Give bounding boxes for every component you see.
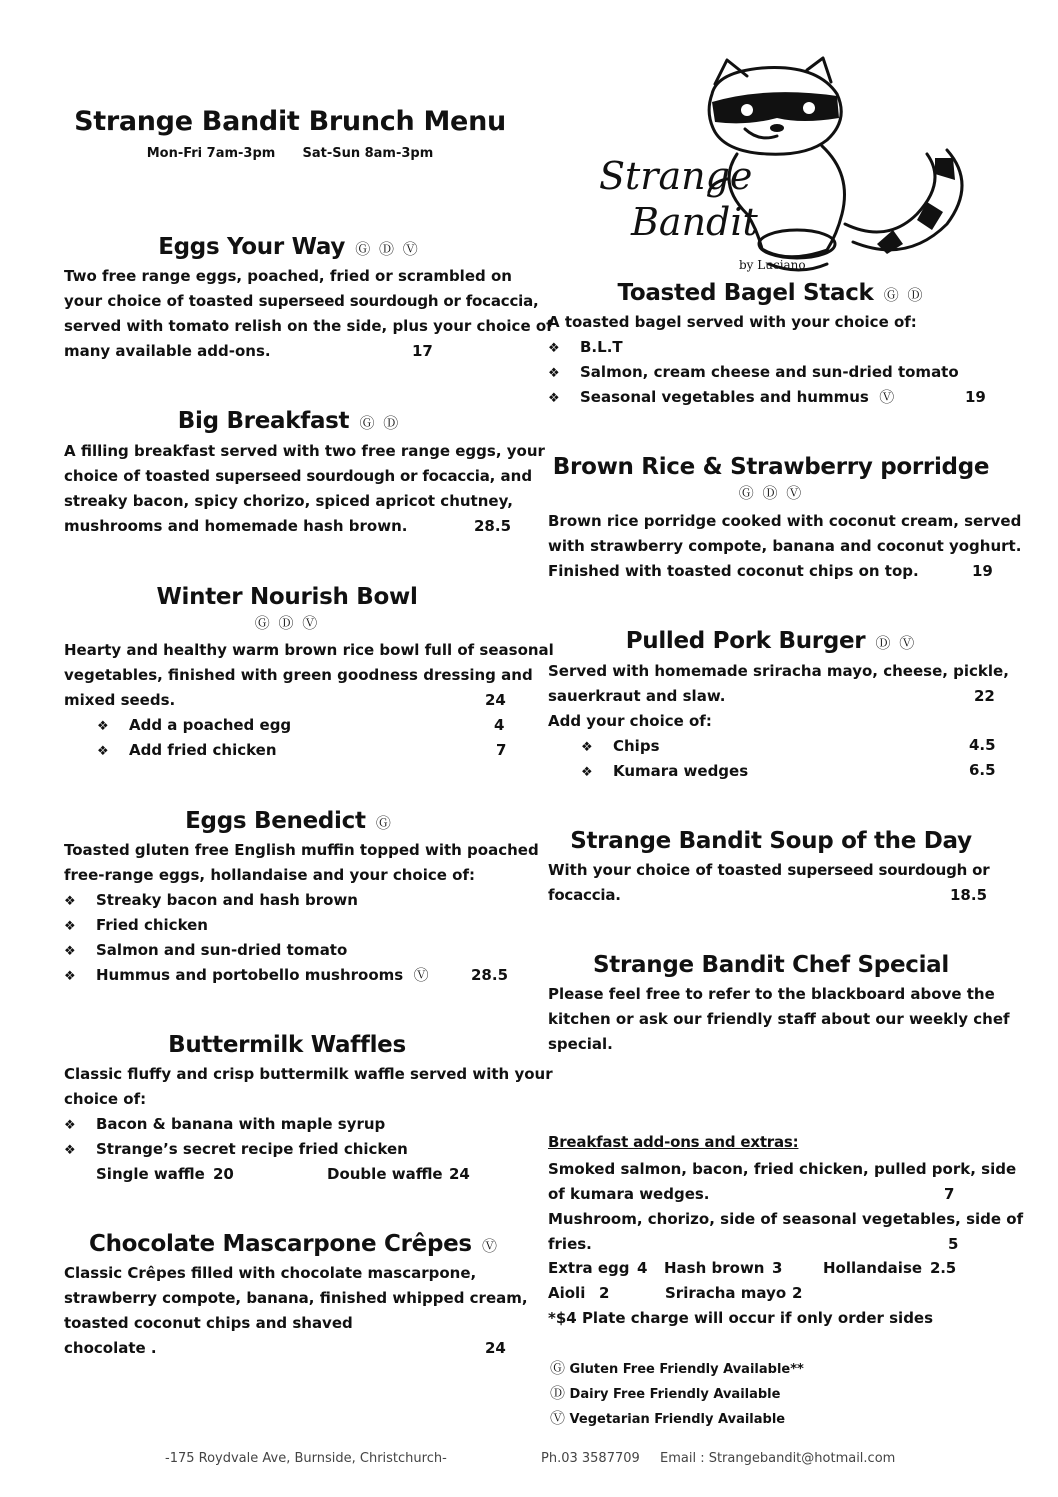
hash-brown-label: Hash brown — [664, 1259, 765, 1277]
bullet-icon: ❖ — [581, 765, 593, 780]
bullet-icon: ❖ — [64, 894, 76, 909]
extra-egg-label: Extra egg — [548, 1259, 630, 1277]
addons-heading: Breakfast add-ons and extras: — [548, 1133, 799, 1151]
addons-description: Smoked salmon, bacon, fried chicken, pulled pork, side of kumara wedges. Mushroom, chorizo, side of seasonal vegetables, side of fries. — [548, 1160, 1024, 1253]
bullet-icon: ❖ — [64, 969, 76, 984]
diet-tags: Ⓖ Ⓓ Ⓥ — [254, 614, 320, 632]
price: 24 — [485, 1339, 506, 1357]
logo-byline: by Luciano — [739, 258, 806, 272]
price: 22 — [974, 687, 995, 705]
footer-email: Email : Strangebandit@hotmail.com — [660, 1451, 896, 1466]
list-item: ❖ Bacon & banana with maple syrup — [64, 1112, 524, 1137]
bullet-icon: ❖ — [64, 944, 76, 959]
price: 24 — [485, 691, 506, 709]
diet-legend — [550, 1356, 804, 1431]
addon-price: 5 — [948, 1235, 959, 1253]
bullet-icon: ❖ — [97, 744, 109, 759]
opening-hours: Mon-Fri 7am-3pm Sat-Sun 8am-3pm — [146, 146, 434, 161]
single-waffle-label: Single waffle — [96, 1165, 205, 1183]
list-item: ❖ Hummus and portobello mushrooms Ⓥ — [64, 963, 524, 988]
plate-charge-note: *$4 Plate charge will occur if only order sides — [548, 1309, 934, 1327]
diet-tags: Ⓖ Ⓓ Ⓥ — [738, 484, 804, 502]
price: 28.5 — [474, 517, 512, 535]
addon-price: 7 — [496, 741, 507, 759]
page-title: Strange Bandit Brunch Menu — [74, 106, 506, 137]
section-title-big-breakfast: Big Breakfast Ⓖ Ⓓ — [177, 408, 401, 434]
sriracha-price: 2 — [792, 1284, 803, 1302]
list-item: ❖ Kumara wedges — [548, 759, 1008, 784]
bullet-icon: ❖ — [97, 719, 109, 734]
legend-item-gluten-free: Ⓖ Gluten Free Friendly Available** — [550, 1359, 804, 1377]
eggs-benedict-description: Toasted gluten free English muffin topped with poached free-range eggs, hollandaise and your choice of: ❖ Streaky bacon and hash brown ❖ Fried chicken ❖ Salmon and sun-dried tomato ❖ Hummus and portobello mushrooms Ⓥ — [64, 838, 524, 988]
section-title-porridge: Brown Rice & Strawberry porridge — [552, 454, 990, 480]
diet-tags: Ⓥ — [481, 1237, 499, 1255]
list-item: ❖ Streaky bacon and hash brown — [64, 888, 524, 913]
vegetarian-icon: Ⓥ — [550, 1409, 566, 1427]
dairy-free-icon: Ⓓ — [550, 1384, 566, 1402]
diet-tags: Ⓖ Ⓓ — [883, 286, 925, 304]
eggs-your-way-description: Two free range eggs, poached, fried or scrambled on your choice of toasted superseed sourdough or focaccia, served with tomato relish on the side, plus your choice of many available add-ons. — [64, 267, 553, 360]
addon-price: 6.5 — [969, 761, 996, 779]
soup-description: With your choice of toasted superseed sourdough or focaccia. — [548, 861, 990, 904]
aioli-price: 2 — [599, 1284, 610, 1302]
big-breakfast-description: A filling breakfast served with two free range eggs, your choice of toasted superseed sourdough or focaccia, and streaky bacon, spicy chorizo, spiced apricot chutney, mushrooms and homemade hash brown. — [64, 442, 545, 535]
diet-tags: Ⓓ Ⓥ — [875, 634, 917, 652]
chef-special-description: Please feel free to refer to the blackboard above the kitchen or ask our friendly staff about our weekly chef special. — [548, 985, 1010, 1053]
diet-tags: Ⓖ Ⓓ — [359, 414, 401, 432]
section-title-eggs-benedict: Eggs Benedict Ⓖ — [185, 808, 393, 834]
price: 19 — [972, 562, 993, 580]
extra-egg-price: 4 — [637, 1259, 648, 1277]
burger-description: Served with homemade sriracha mayo, cheese, pickle, sauerkraut and slaw. Add your choice of: ❖ Chips ❖ Kumara wedges — [548, 659, 1008, 784]
price: 17 — [412, 342, 433, 360]
section-title-buttermilk-waffles: Buttermilk Waffles — [168, 1032, 406, 1058]
list-item: ❖ Seasonal vegetables and hummus Ⓥ — [548, 385, 1008, 410]
hash-brown-price: 3 — [772, 1259, 783, 1277]
legend-item-vegetarian: Ⓥ Vegetarian Friendly Available — [550, 1409, 786, 1427]
diet-tags: Ⓖ — [375, 814, 393, 832]
vegetarian-tag: Ⓥ — [413, 966, 431, 984]
section-title-soup: Strange Bandit Soup of the Day — [570, 828, 972, 854]
price: 28.5 — [471, 966, 509, 984]
list-item: ❖ Salmon, cream cheese and sun-dried tomato — [548, 360, 1008, 385]
gluten-free-icon: Ⓖ — [550, 1359, 566, 1377]
logo-text-line2: Bandit — [631, 200, 758, 244]
addon-price: 7 — [944, 1185, 955, 1203]
sriracha-label: Sriracha mayo — [665, 1284, 787, 1302]
addon-price: 4.5 — [969, 736, 996, 754]
hollandaise-label: Hollandaise — [823, 1259, 923, 1277]
price: 18.5 — [950, 886, 988, 904]
porridge-description: Brown rice porridge cooked with coconut cream, served with strawberry compote, banana and coconut yoghurt. Finished with toasted coconut chips on top. — [548, 512, 1022, 580]
list-item: ❖ Salmon and sun-dried tomato — [64, 938, 524, 963]
vegetarian-tag: Ⓥ — [879, 388, 897, 406]
list-item: ❖ B.L.T — [548, 335, 1008, 360]
diet-tags: Ⓖ Ⓓ Ⓥ — [355, 240, 420, 258]
hollandaise-price: 2.5 — [930, 1259, 956, 1277]
section-title-toasted-bagel-stack: Toasted Bagel Stack Ⓖ Ⓓ — [617, 280, 925, 306]
bullet-icon: ❖ — [64, 919, 76, 934]
list-item: ❖ Fried chicken — [64, 913, 524, 938]
strange-bandit-logo — [587, 54, 981, 280]
list-item: ❖ Chips — [548, 734, 1008, 759]
price: 19 — [965, 388, 986, 406]
bullet-icon: ❖ — [64, 1143, 76, 1158]
winter-bowl-description: Hearty and healthy warm brown rice bowl full of seasonal vegetables, finished with green goodness dressing and mixed seeds. ❖ Add a poached egg ❖ Add fried chicken — [64, 638, 524, 763]
list-item: ❖ Strange’s secret recipe fried chicken — [64, 1137, 524, 1162]
bullet-icon: ❖ — [581, 740, 593, 755]
bullet-icon: ❖ — [548, 341, 560, 356]
waffles-description: Classic fluffy and crisp buttermilk waffle served with your choice of: ❖ Bacon & banana with maple syrup ❖ Strange’s secret recipe fried chicken — [64, 1062, 524, 1162]
section-title-chef-special: Strange Bandit Chef Special — [593, 952, 949, 978]
addon-price: 4 — [494, 716, 505, 734]
bagel-description: A toasted bagel served with your choice of: ❖ B.L.T ❖ Salmon, cream cheese and sun-dried tomato ❖ Seasonal vegetables and hummus Ⓥ — [548, 310, 1008, 410]
bullet-icon: ❖ — [548, 391, 560, 406]
section-title-eggs-your-way: Eggs Your Way Ⓖ Ⓓ Ⓥ — [158, 234, 420, 260]
bullet-icon: ❖ — [548, 366, 560, 381]
crepes-description: Classic Crêpes filled with chocolate mascarpone, strawberry compote, banana, finished whipped cream, toasted coconut chips and shaved chocolate . — [64, 1264, 528, 1357]
list-item: ❖ Add fried chicken — [64, 738, 524, 763]
bullet-icon: ❖ — [64, 1118, 76, 1133]
footer-phone: Ph.03 3587709 — [541, 1451, 640, 1466]
footer-address: -175 Roydvale Ave, Burnside, Christchurch- — [165, 1451, 447, 1466]
section-title-crepes: Chocolate Mascarpone Crêpes Ⓥ — [89, 1231, 499, 1257]
section-title-pulled-pork-burger: Pulled Pork Burger Ⓓ Ⓥ — [625, 628, 917, 654]
double-waffle-price: 24 — [449, 1165, 470, 1183]
double-waffle-label: Double waffle — [327, 1165, 443, 1183]
section-title-winter-nourish-bowl: Winter Nourish Bowl — [156, 584, 418, 610]
list-item: ❖ Add a poached egg — [64, 713, 524, 738]
aioli-label: Aioli — [548, 1284, 586, 1302]
legend-item-dairy-free: Ⓓ Dairy Free Friendly Available — [550, 1384, 781, 1402]
logo-text-line1: Strange — [599, 154, 753, 198]
single-waffle-price: 20 — [213, 1165, 234, 1183]
